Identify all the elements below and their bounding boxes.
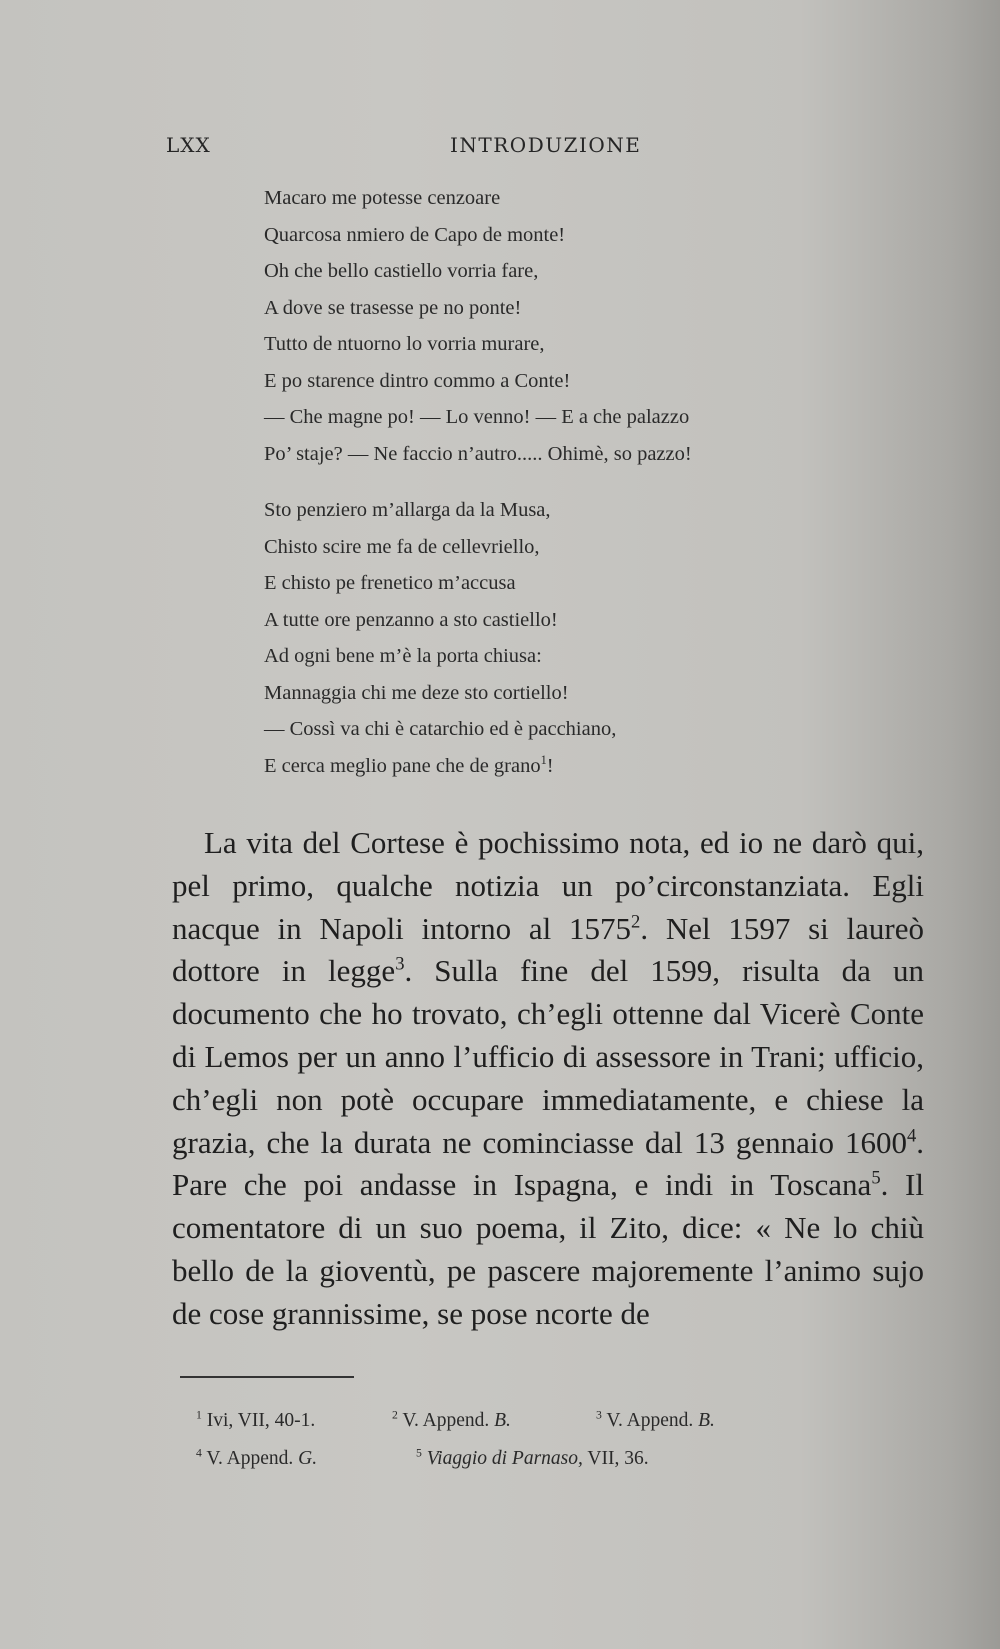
footnote-text: VII, 36. [582,1448,649,1469]
footnote-ref: 2 [631,911,641,933]
stanza-2 [264,492,692,784]
footnote [392,1410,511,1432]
verse-end: ! [546,754,554,777]
footnote-ref: 5 [871,1168,881,1190]
footnote-number: 3 [596,1408,602,1422]
verse-line: Oh che bello castiello vorria fare, [264,260,539,282]
text-run: . Il comentatore di un suo poema, il Zito, dice: « Ne lo chiù bello de la gioventù, pe pascere majoremente l’animo sujo de cose grannissime, se pose ncorte de [172,1167,924,1331]
footnote-text: V. Append. [606,1410,699,1431]
verse-line: Po’ staje? — Ne faccio n’autro..... Ohimè, so pazzo! [264,442,692,465]
footnote-italic: G. [298,1448,318,1469]
text-run: . Pare che poi andasse in Ispagna, e indi in Toscana [172,1124,924,1203]
footnote [596,1410,715,1432]
footnote-italic: Viaggio di Parnaso, [426,1448,583,1469]
paragraph [172,822,924,1336]
poem [264,180,692,784]
verse-line: — Cossì va chi è catarchio ed è pacchiano, [264,718,617,740]
verse-line: Tutto de ntuorno lo vorria murare, [264,333,545,355]
verse-line: Macaro me potesse cenzoare [264,187,501,209]
footnote-ref: 1 [540,752,547,767]
footnote-number: 4 [196,1446,202,1460]
footnote-number: 5 [416,1446,422,1460]
footnote-number: 2 [392,1408,398,1422]
verse-line: Quarcosa nmiero de Capo de monte! [264,223,566,246]
verse-line: — Che magne po! — Lo venno! — E a che palazzo [264,406,690,428]
footnote-italic: B. [494,1410,511,1431]
running-title: INTRODUZIONE [450,133,642,157]
footnote-number: 1 [196,1408,202,1422]
footnote-text: V. Append. [402,1410,495,1431]
verse-line: E chisto pe frenetico m’accusa [264,572,516,594]
verse-line-last [264,748,692,785]
footnote [196,1448,317,1470]
footnote-ref: 3 [395,954,405,976]
footnote [416,1448,649,1470]
body-text [172,822,924,1336]
text-run: La vita del Cortese è pochissimo nota, ed io ne darò qui, pel primo, qualche notizia un po’circonstanziata. Egli nacque in Napoli intorno al 1575 [172,825,924,946]
stanza-1 [264,180,692,472]
verse-line: E po starence dintro commo a Conte! [264,369,571,392]
verse-line: Chisto scire me fa de cellevriello, [264,535,540,558]
footnote-rule [180,1376,354,1378]
verse-line: Mannaggia chi me deze sto cortiello! [264,681,569,704]
verse-line: Ad ogni bene m’è la porta chiusa: [264,645,542,667]
footnote [196,1410,315,1432]
verse-line: A tutte ore penzanno a sto castiello! [264,608,558,631]
footnote-text: V. Append. [206,1448,299,1469]
verse-line: Sto penziero m’allarga da la Musa, [264,499,551,521]
page-header [166,133,890,165]
footnote-text: Ivi, VII, 40-1. [206,1410,316,1431]
verse-text: E cerca meglio pane che de grano [264,754,541,777]
footnote-italic: B. [698,1410,715,1431]
text-run: . Sulla fine del 1599, risulta da un documento che ho trovato, ch’egli ottenne dal Vicerè Conte di Lemos per un anno l’ufficio di assessore in Trani; ufficio, ch’egli non potè occupare immediatamente, e chiese la grazia, che la durata ne cominciasse dal 13 gennaio 1600 [172,953,924,1160]
verse-line: A dove se trasesse pe no ponte! [264,296,522,319]
text-run: . Nel 1597 si laureò dottore in legge [172,910,925,989]
page-number: LXX [166,133,211,157]
footnote-ref: 4 [906,1125,917,1147]
